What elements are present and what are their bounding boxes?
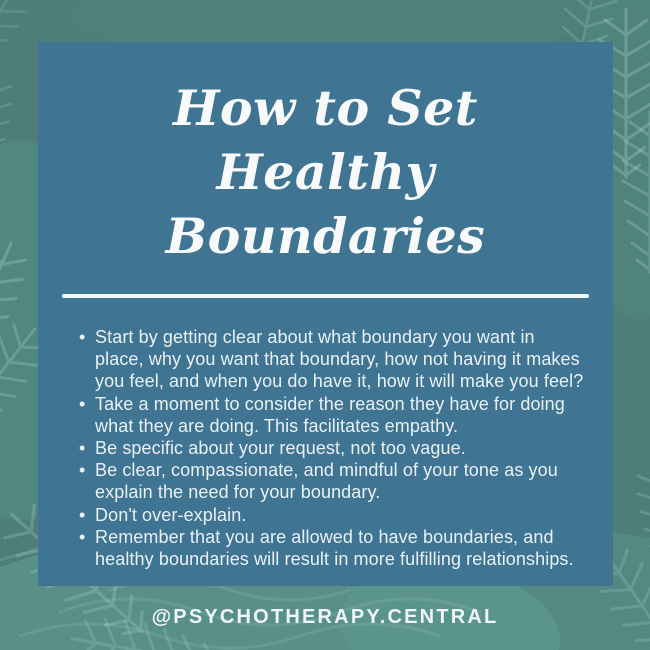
page-title: How to Set Healthy Boundaries [165,79,486,265]
content-card [38,42,613,586]
instagram-handle: @PSYCHOTHERAPY.CENTRAL [151,606,499,628]
boundaries-list [95,326,587,570]
list-item: • Be clear, compassionate, and mindful of your tone as you explain the need for your boundary. [95,459,587,503]
title-divider [62,294,589,298]
list-item: • Be specific about your request, not too vague. [95,437,587,459]
list-item: • Remember that you are allowed to have boundaries, and healthy boundaries will result in more fulfilling relationships. [95,526,587,570]
list-item: • Take a moment to consider the reason they have for doing what they are doing. This facilitates empathy. [95,393,587,437]
list-item: • Start by getting clear about what boundary you want in place, why you want that boundary, how not having it makes you feel, and when you do have it, how it will make you feel? [95,326,587,393]
list-item: • Don't over-explain. [95,504,587,526]
